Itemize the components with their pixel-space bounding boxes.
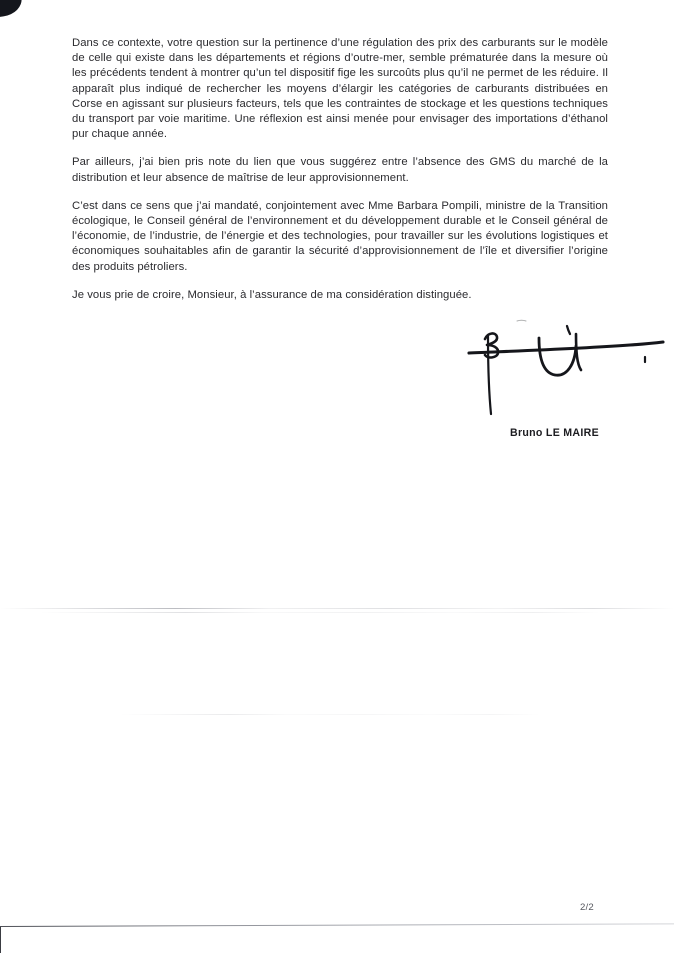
- scan-streak-artifact: [0, 608, 674, 609]
- paragraph-3: C’est dans ce sens que j’ai mandaté, conjointement avec Mme Barbara Pompili, ministre de la Transition écologique, le Conseil général de l’environnement et du développement durable et le Conseil général de l’économie, de l’industrie, de l’énergie et des technologies, pour travailler sur les évolutions logistiques et économiques souhaitables afin de garantir la sécurité d’approvisionnement de l’île et diversifier l’origine des produits pétroliers.: [72, 199, 608, 273]
- page-edge-left-tick: [0, 927, 1, 953]
- page-number: 2/2: [580, 902, 594, 913]
- scan-streak-artifact: [40, 612, 600, 613]
- closing-salutation: Je vous prie de croire, Monsieur, à l’assurance de ma considération distinguée.: [72, 288, 472, 301]
- scan-streak-artifact: [120, 714, 540, 715]
- signatory-name: Bruno LE MAIRE: [510, 427, 599, 439]
- paragraph-1: Dans ce contexte, votre question sur la pertinence d’une régulation des prix des carburants sur le modèle de celle qui existe dans les départements et régions d’outre-mer, semble prématurée dans la mesure où les précédents tendent à montrer qu’un tel dispositif fige les surcoûts plus qu’il ne permet de les réduire. Il apparaît plus indiqué de rechercher les moyens d’élargir les catégories de carburants distribuées en Corse en agissant sur plusieurs facteurs, tels que les contraintes de stockage et les questions techniques du transport par voie maritime. Une réflexion est ainsi menée pour envisager des importations d’éthanol pur chaque année.: [72, 37, 608, 141]
- page-edge-line: [0, 923, 674, 927]
- paragraph-2: Par ailleurs, j’ai bien pris note du lien que vous suggérez entre l’absence des GMS du marché de la distribution et leur absence de maîtrise de leur approvisionnement.: [72, 156, 608, 184]
- scan-corner-artifact: [0, 0, 24, 18]
- letter-body: [72, 36, 608, 303]
